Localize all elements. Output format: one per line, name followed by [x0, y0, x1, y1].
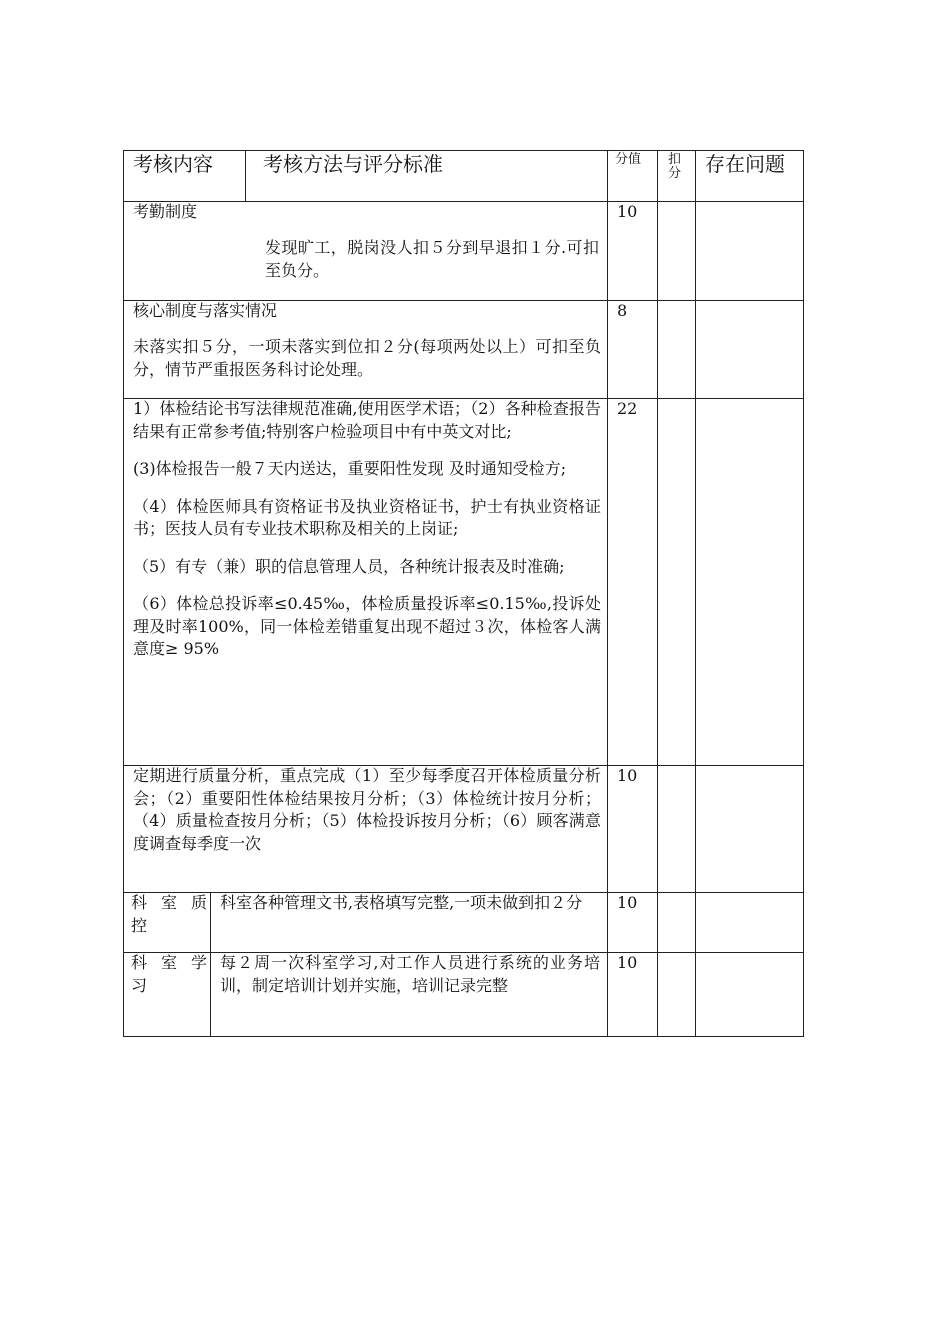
dept-qc-text: 科室各种管理文书,表格填写完整,一项未做到扣２分: [220, 893, 583, 912]
quality-text: 定期进行质量分析，重点完成（1）至少每季度召开体检质量分析会；（2）重要阳性体检结果按月分析；（3）体检统计按月分析；（4）质量检查按月分析；（5）体检投诉按月分析；（6）顾客满意度调查每季度一次: [133, 766, 601, 853]
exam-score: 22: [617, 399, 638, 418]
header-score: 分值: [615, 152, 642, 167]
attendance-score: 10: [617, 202, 638, 221]
attendance-text: 发现旷工，脱岗没人扣５分到早退扣１分.可扣至负分。: [265, 238, 599, 280]
header-method: 考核方法与评分标准: [263, 152, 443, 176]
header-issues: 存在问题: [705, 152, 785, 176]
row-divider: [123, 201, 804, 202]
attendance-title: 考勤制度: [133, 202, 198, 221]
column-divider: [695, 150, 696, 1037]
core-title: 核心制度与落实情况: [133, 301, 278, 320]
exam-items: [133, 398, 601, 661]
dept-qc-score: 10: [617, 893, 638, 912]
exam-item-1: 1）体检结论书写法律规范准确,使用医学术语；（2）各种检查报告结果有正常参考值;特别客户检验项目中有中英文对比;: [133, 399, 601, 441]
header-deduct: 扣 分: [668, 152, 682, 181]
column-divider: [657, 150, 658, 1037]
exam-item-3: (3)体检报告一般７天内送达，重要阳性发现 及时通知受检方;: [133, 459, 567, 478]
table-border-left: [123, 150, 124, 1037]
table-border-bottom: [123, 1036, 804, 1037]
quality-score: 10: [617, 766, 638, 785]
core-text: 未落实扣５分，一项未落实到位扣２分(每项两处以上）可扣至负分，情节严重报医务科讨论处理。: [133, 337, 601, 379]
table-border-top: [123, 150, 804, 151]
header-content: 考核内容: [133, 152, 213, 176]
dept-study-text: 每２周一次科室学习,对工作人员进行系统的业务培训，制定培训计划并实施，培训记录完整: [220, 953, 600, 995]
table-border-right: [803, 150, 804, 1037]
exam-item-4: （4）体检医师具有资格证书及执业资格证书，护士有执业资格证书；医技人员有专业技术职称及相关的上岗证;: [133, 496, 601, 538]
dept-study-score: 10: [617, 953, 638, 972]
dept-qc-title: 科 室 质 控: [131, 893, 207, 935]
assessment-table: [123, 150, 804, 1037]
column-divider: [210, 892, 211, 1037]
dept-study-title: 科 室 学 习: [131, 953, 207, 995]
exam-item-5: （5）有专（兼）职的信息管理人员，各种统计报表及时准确;: [133, 556, 565, 576]
core-score: 8: [617, 301, 628, 320]
exam-item-6: （6）体检总投诉率≤0.45‰，体检质量投诉率≤0.15‰,投诉处理及时率100%，同一体检差错重复出现不超过３次，体检客人满意度≥ 95%: [133, 594, 601, 658]
column-divider: [245, 150, 246, 202]
column-divider: [607, 150, 608, 1037]
